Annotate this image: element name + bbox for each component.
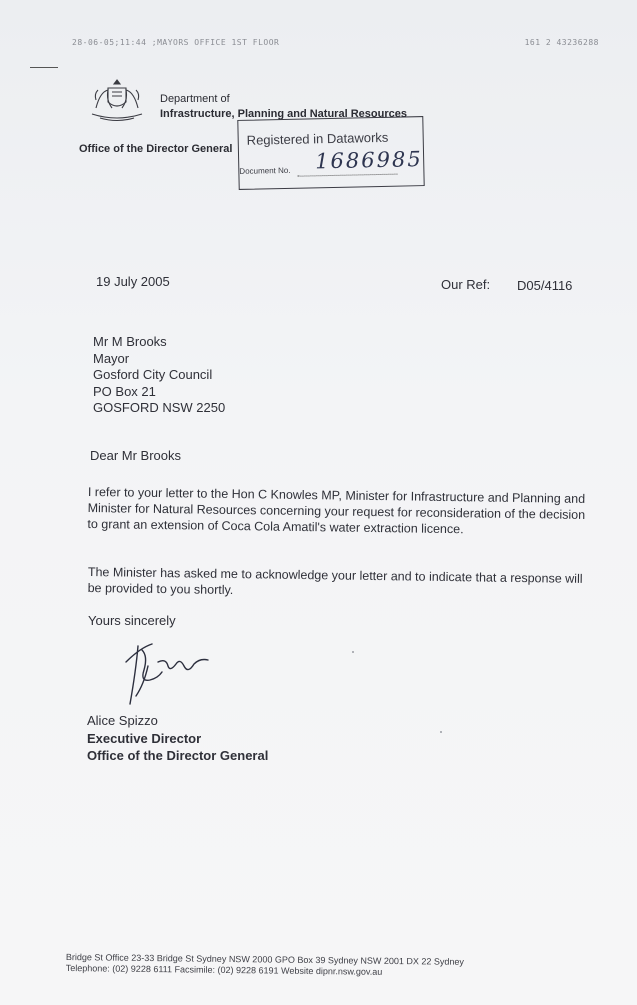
salutation: Dear Mr Brooks bbox=[90, 448, 182, 463]
our-ref-label: Our Ref: bbox=[441, 277, 491, 292]
signature-block bbox=[87, 712, 268, 765]
body-paragraph-2: The Minister has asked me to acknowledge your letter and to indicate that a response will be provided to you shortly. bbox=[87, 564, 583, 598]
closing: Yours sincerely bbox=[88, 613, 176, 628]
our-ref-value: D05/4116 bbox=[517, 278, 573, 293]
office-of-director-general: Office of the Director General bbox=[79, 143, 233, 155]
stamp-dotted-line bbox=[297, 174, 397, 177]
address-line: Mayor bbox=[93, 350, 130, 366]
stamp-title: Registered in Dataworks bbox=[246, 129, 389, 148]
nsw-coat-of-arms-icon bbox=[86, 78, 148, 124]
letterhead-footer bbox=[66, 952, 586, 980]
recipient-address bbox=[93, 334, 225, 417]
stamp-document-number: 1686985 bbox=[314, 147, 423, 174]
signer-office: Office of the Director General bbox=[87, 748, 269, 763]
letter-date: 19 July 2005 bbox=[96, 274, 170, 289]
address-line: Mr M Brooks bbox=[93, 334, 167, 349]
address-line: Gosford City Council bbox=[93, 367, 213, 382]
stamp-document-label: Document No. bbox=[239, 165, 291, 176]
department-line-2: Infrastructure, Planning and Natural Resources bbox=[160, 108, 407, 120]
address-line: GOSFORD NSW 2250 bbox=[93, 400, 226, 415]
footer-address-line: Bridge St Office 23-33 Bridge St Sydney NSW 2000 GPO Box 39 Sydney NSW 2001 DX 22 Sydney bbox=[65, 952, 465, 967]
fax-header-right: 161 2 43236288 bbox=[524, 38, 599, 47]
scan-speck bbox=[352, 651, 354, 653]
signer-title: Executive Director bbox=[87, 730, 202, 746]
scan-speck bbox=[440, 731, 442, 733]
signer-name: Alice Spizzo bbox=[87, 713, 158, 728]
department-line-1: Department of bbox=[160, 93, 230, 105]
body-paragraph-1: I refer to your letter to the Hon C Knowles MP, Minister for Infrastructure and Planning and Minister for Natural Resources concerning your request for reconsideration of the decision to grant an extension of Coca Cola Amatil's water extraction licence. bbox=[87, 484, 586, 537]
fax-header-left: 28-06-05;11:44 ;MAYORS OFFICE 1ST FLOOR bbox=[72, 38, 280, 47]
margin-mark bbox=[30, 67, 58, 68]
registration-stamp bbox=[237, 116, 424, 190]
handwritten-signature-icon bbox=[118, 640, 222, 712]
address-line: PO Box 21 bbox=[93, 383, 156, 399]
footer-contact-line: Telephone: (02) 9228 6111 Facsimile: (02) 9228 6191 Website dipnr.nsw.gov.au bbox=[65, 962, 383, 977]
fax-header bbox=[72, 38, 599, 50]
